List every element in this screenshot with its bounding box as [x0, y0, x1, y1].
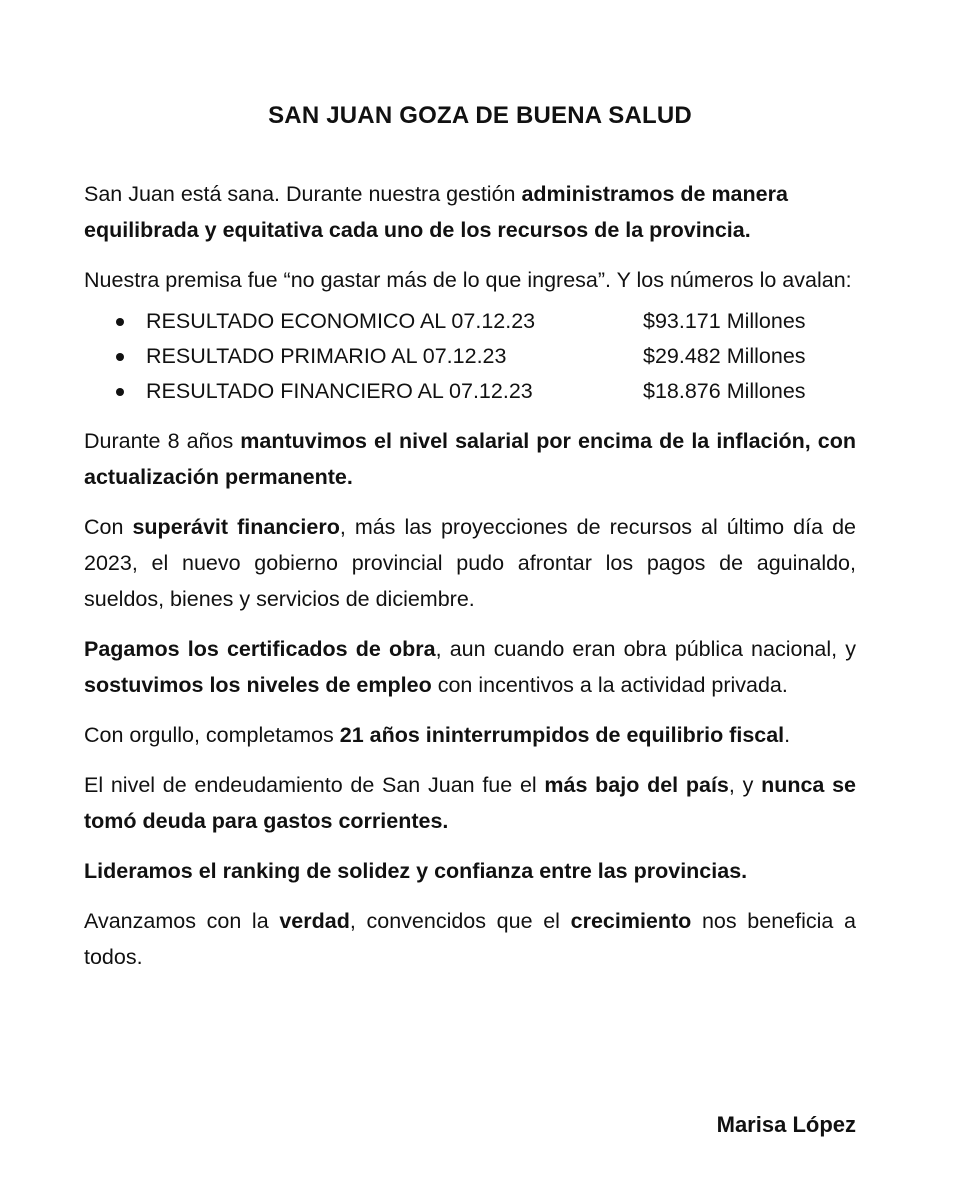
result-value: $29.482 Millones	[643, 344, 806, 368]
text-span: Nuestra premisa fue “no gastar más de lo que ingresa”. Y los números lo avalan:	[84, 268, 852, 292]
paragraph-salaries	[84, 423, 856, 495]
bold-span: administramos de manera equilibrada y equitativa cada uno de los recursos de la provincia.	[84, 182, 788, 242]
result-value: $18.876 Millones	[643, 379, 806, 403]
text-span: .	[784, 723, 791, 747]
text-span: Con	[84, 515, 133, 539]
result-label: RESULTADO PRIMARIO AL 07.12.23	[146, 344, 507, 368]
text-span: , convencidos que el	[349, 909, 571, 933]
text-span: , aun cuando eran obra pública nacional, y	[435, 637, 856, 661]
bold-span: Pagamos los certificados de obra	[84, 637, 436, 661]
text-span: , y	[728, 773, 762, 797]
results-list	[84, 304, 856, 409]
result-label: RESULTADO ECONOMICO AL 07.12.23	[146, 309, 536, 333]
page-title: SAN JUAN GOZA DE BUENA SALUD	[268, 102, 692, 129]
list-item	[84, 339, 856, 374]
result-value: $93.171 Millones	[643, 309, 806, 333]
bold-span: verdad	[279, 909, 350, 933]
text-span: Durante 8 años	[84, 429, 241, 453]
text-span: San Juan está sana. Durante nuestra gestión	[84, 182, 522, 206]
paragraph-public-works	[84, 631, 856, 703]
list-item	[84, 304, 856, 339]
bold-span: nunca se tomó deuda para gastos corrientes.	[84, 773, 857, 833]
bullet-icon	[116, 353, 124, 361]
signature: Marisa López	[716, 1112, 856, 1137]
text-span: El nivel de endeudamiento de San Juan fue el	[84, 773, 545, 797]
bullet-icon	[116, 388, 124, 396]
paragraph-debt	[84, 767, 856, 839]
text-span: Avanzamos con la	[84, 909, 280, 933]
result-label: RESULTADO FINANCIERO AL 07.12.23	[146, 379, 533, 403]
paragraph-ranking	[84, 853, 856, 889]
bold-span: Lideramos el ranking de solidez y confianza entre las provincias.	[84, 859, 748, 883]
bold-span: más bajo del país	[544, 773, 729, 797]
paragraph-premise	[84, 262, 856, 298]
paragraph-surplus	[84, 509, 856, 617]
bold-span: sostuvimos los niveles de empleo	[84, 673, 432, 697]
text-span: nos beneficia a todos.	[84, 909, 856, 969]
list-item	[84, 374, 856, 409]
bold-span: superávit financiero	[132, 515, 340, 539]
text-span: Con orgullo, completamos	[84, 723, 340, 747]
paragraph-fiscal-balance	[84, 717, 856, 753]
paragraph-closing	[84, 903, 856, 975]
paragraph-intro	[84, 176, 856, 248]
bold-span: mantuvimos el nivel salarial por encima de la inflación, con actualización permanente.	[84, 429, 856, 489]
bold-span: crecimiento	[570, 909, 692, 933]
bold-span: 21 años ininterrumpidos de equilibrio fiscal	[339, 723, 785, 747]
text-span: , más las proyecciones de recursos al último día de 2023, el nuevo gobierno provincial pudo afrontar los pagos de aguinaldo, sueldos, bienes y servicios de diciembre.	[84, 515, 856, 611]
text-span: con incentivos a la actividad privada.	[431, 673, 788, 697]
bullet-icon	[116, 318, 124, 326]
